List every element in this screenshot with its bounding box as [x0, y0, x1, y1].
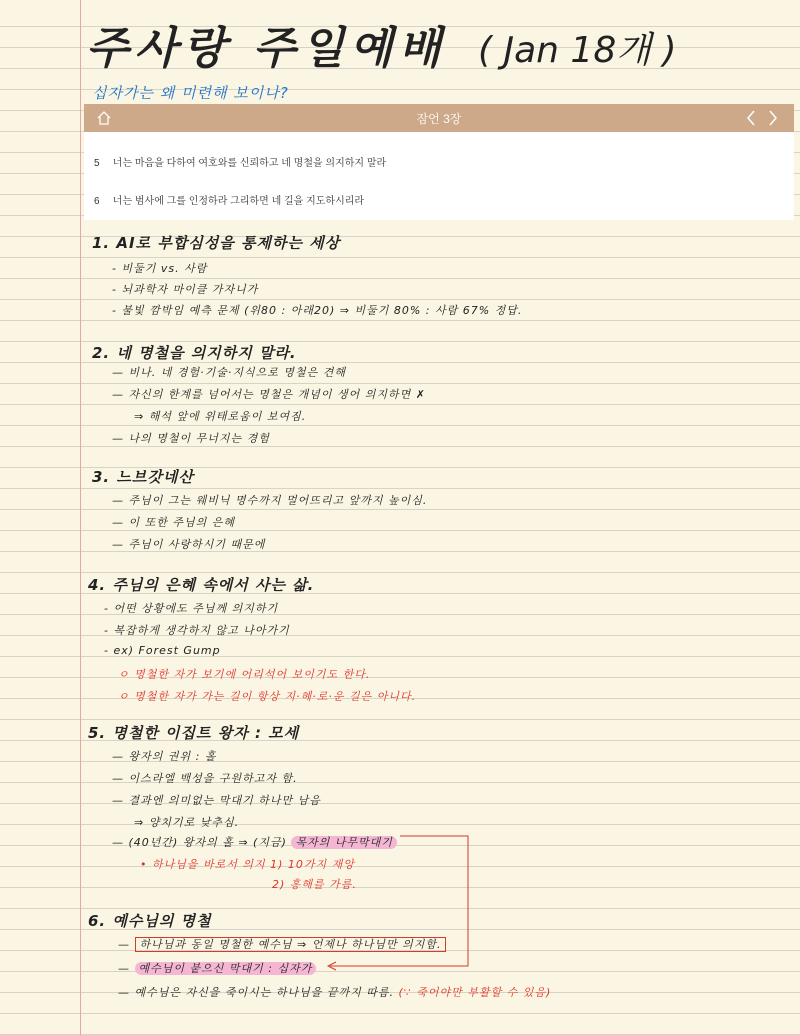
note-line: — 예수님이 붙으신 막대기 : 십자가	[118, 960, 316, 976]
note-line: - 뇌과학자 마이클 가자니가	[112, 283, 259, 296]
highlight: 예수님이 붙으신 막대기 : 십자가	[135, 962, 317, 975]
red-note: (∵ 죽어야만 부활할 수 있음)	[398, 986, 552, 999]
boxed-note: 하나님과 동일 명철한 예수님 ⇒ 언제나 하나님만 의지함.	[135, 937, 447, 952]
note-line: ⇒ 양치기로 낮추심.	[134, 816, 240, 829]
note-line: — 나의 명철이 무너지는 경험	[112, 432, 270, 445]
bible-card-title: 잠언 3장	[416, 112, 462, 126]
note-line-text: — 예수님은 자신을 죽이시는 하나님을 끝까지 따름.	[118, 986, 394, 999]
verse-number: 5	[94, 158, 100, 169]
verse-text: 너는 마음을 다하여 여호와를 신뢰하고 네 명철을 의지하지 말라	[112, 158, 387, 169]
note-line: ⇒ 해석 앞에 위태로움이 보여짐.	[134, 410, 307, 423]
section-4-heading: 4. 주님의 은혜 속에서 사는 삶.	[88, 576, 315, 594]
section-2-heading: 2. 네 명철을 의지하지 말라.	[92, 344, 297, 362]
section-5-heading: 5. 명철한 이집트 왕자 : 모세	[88, 724, 300, 742]
note-line: — 자신의 한계를 넘어서는 명철은 개념이 생어 의지하면 ✗	[112, 388, 426, 401]
note-line: — 비나. 네 경험·기술·지식으로 명철은 견해	[112, 366, 346, 379]
note-line: — 왕자의 권위 : 홀	[112, 750, 217, 763]
date-note: ( Jan 18개 )	[478, 30, 677, 71]
red-note-line: • 하나님을 바로서 의지 1) 10가지 재앙	[140, 858, 355, 871]
section-1-heading: 1. AI로 부합심성을 통제하는 세상	[92, 234, 341, 252]
highlight: 목자의 나무막대기	[291, 836, 397, 849]
note-line: — 하나님과 동일 명철한 예수님 ⇒ 언제나 하나님만 의지함.	[118, 936, 446, 952]
page-title: 주사랑 주일예배	[86, 23, 447, 74]
note-line: - 불빛 깜박임 예측 문제 (위80 : 아래20) ⇒ 비둘기 80% : 사람 67% 정답.	[112, 304, 523, 317]
note-line: - 어떤 상황에도 주님께 의지하기	[104, 602, 279, 615]
subtitle: 십자가는 왜 미련해 보이나?	[92, 84, 289, 102]
verse-number: 6	[94, 196, 100, 207]
note-line-text: — (40년간) 왕자의 홀 ⇒ (지금)	[112, 836, 292, 849]
note-line: — 이 또한 주님의 은혜	[112, 516, 235, 529]
note-line: - 복잡하게 생각하지 않고 나아가기	[104, 624, 290, 637]
note-line: - ex) Forest Gump	[104, 644, 221, 657]
section-3-heading: 3. 느브갓네산	[92, 468, 194, 486]
note-line: — 결과엔 의미없는 막대기 하나만 남음	[112, 794, 321, 807]
note-line: — 이스라엘 백성을 구원하고자 함.	[112, 772, 298, 785]
section-6-heading: 6. 예수님의 명철	[88, 912, 212, 930]
red-note-line: ㅇ 명철한 자가 가는 길이 항상 지·혜·로·운 길은 아니다.	[118, 690, 417, 703]
verse-text: 너는 범사에 그를 인정하라 그리하면 네 길을 지도하시리라	[112, 196, 365, 207]
note-line: — 주님이 사랑하시기 때문에	[112, 538, 266, 551]
note-line: - 비둘기 vs. 사람	[112, 262, 208, 275]
red-note-line: 2) 홍해를 가름.	[272, 878, 357, 891]
red-note-line: ㅇ 명철한 자가 보기에 어리석어 보이기도 한다.	[118, 668, 371, 681]
note-line: — 주님이 그는 웨비닉 명수까지 멀어뜨리고 앞까지 높이심.	[112, 494, 428, 507]
